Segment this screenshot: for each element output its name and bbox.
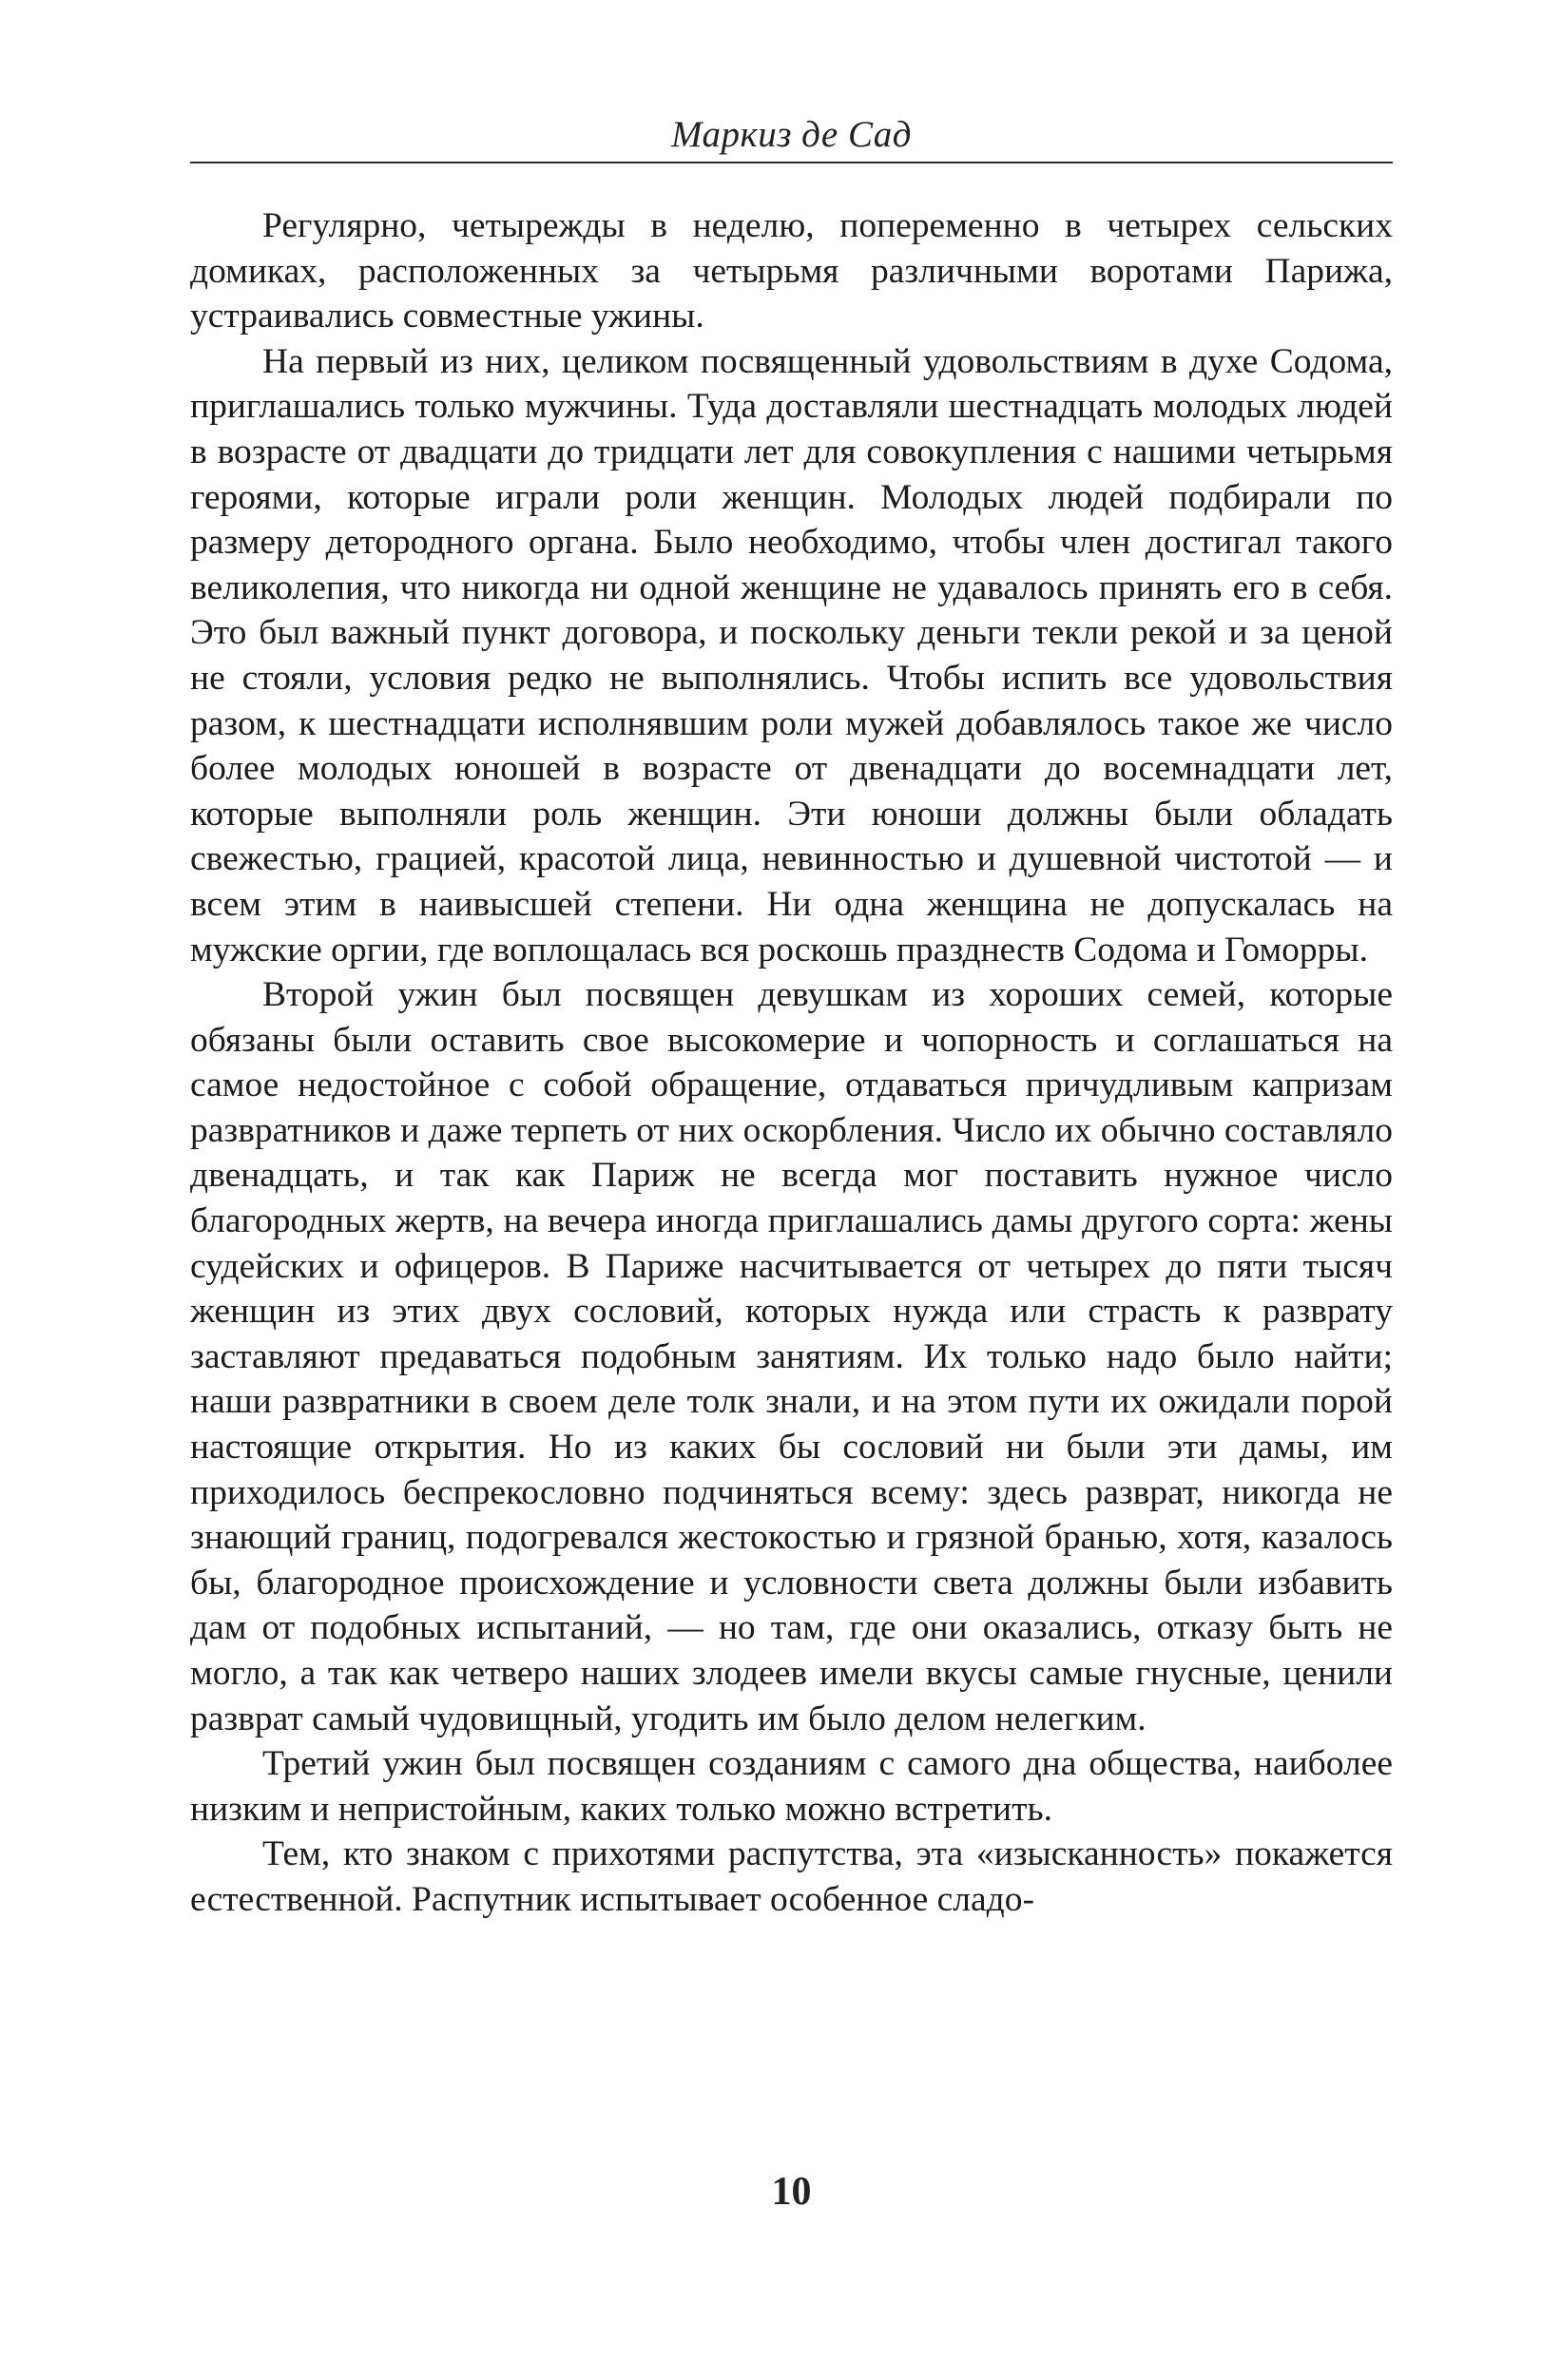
paragraph-3: Второй ужин был посвящен девушкам из хороших семей, которые обязаны были оставить свое высокомерие и чопорность и соглашаться на самое недостойное с собой обращение, отдаваться причудливым капризам развратников и даже терпеть от них оскорбления. Число их обычно составляло двенадцать, и так как Париж не всегда мог поставить нужное число благородных жертв, на вечера иногда приглашались дамы другого сорта: жены судейских и офицеров. В Париже насчитывается от четырех до пяти тысяч женщин из этих двух сословий, которых нужда или страсть к разврату заставляют предаваться подобным занятиям. Их только надо было найти; наши развратники в своем деле толк знали, и на этом пути их ожидали порой настоящие открытия. Но из каких бы сословий ни были эти дамы, им приходилось беспрекословно подчиняться всему: здесь разврат, никогда не знающий границ, подогревался жестокостью и грязной бранью, хотя, казалось бы, благородное происхождение и условности света должны были избавить дам от подобных испытаний, — но там, где они оказались, отказу быть не могло, а так как четверо наших злодеев имели вкусы самые гнусные, ценили разврат самый чудовищный, угодить им было делом нелегким. xyxy=(190,975,1393,1738)
body-text xyxy=(190,203,1393,1923)
header-rule xyxy=(190,162,1393,163)
running-head: Маркиз де Сад xyxy=(671,114,912,155)
paragraph-4: Третий ужин был посвящен созданиям с самого дна общества, наиболее низким и непристойным, каких только можно встретить. xyxy=(190,1744,1393,1829)
page-number: 10 xyxy=(771,2170,812,2214)
paragraph-5: Тем, кто знаком с прихотями распутства, эта «изысканность» покажется естественной. Распутник испытывает особенное сладо- xyxy=(190,1834,1393,1919)
paragraph-2: На первый из них, целиком посвященный удовольствиям в духе Содома, приглашались только мужчины. Туда доставляли шестнадцать молодых людей в возрасте от двадцати до тридцати лет для совокупления с нашими четырьмя героями, которые играли роли женщин. Молодых людей подбирали по размеру детородного органа. Было необходимо, чтобы член достигал такого великолепия, что никогда ни одной женщине не удавалось принять его в себя. Это был важный пункт договора, и поскольку деньги текли рекой и за ценой не стояли, условия редко не выполнялись. Чтобы испить все удовольствия разом, к шестнадцати исполнявшим роли мужей добавлялось такое же число более молодых юношей в возрасте от двенадцати до восемнадцати лет, которые выполняли роль женщин. Эти юноши должны были обладать свежестью, грацией, красотой лица, невинностью и душевной чистотой — и всем этим в наивысшей степени. Ни одна женщина не допускалась на мужские оргии, где воплощалась вся роскошь празднеств Содома и Гоморры. xyxy=(190,341,1393,969)
paragraph-1: Регулярно, четырежды в неделю, попеременно в четырех сельских домиках, расположенных за четырьмя различными воротами Парижа, устраивались совместные ужины. xyxy=(190,206,1393,336)
